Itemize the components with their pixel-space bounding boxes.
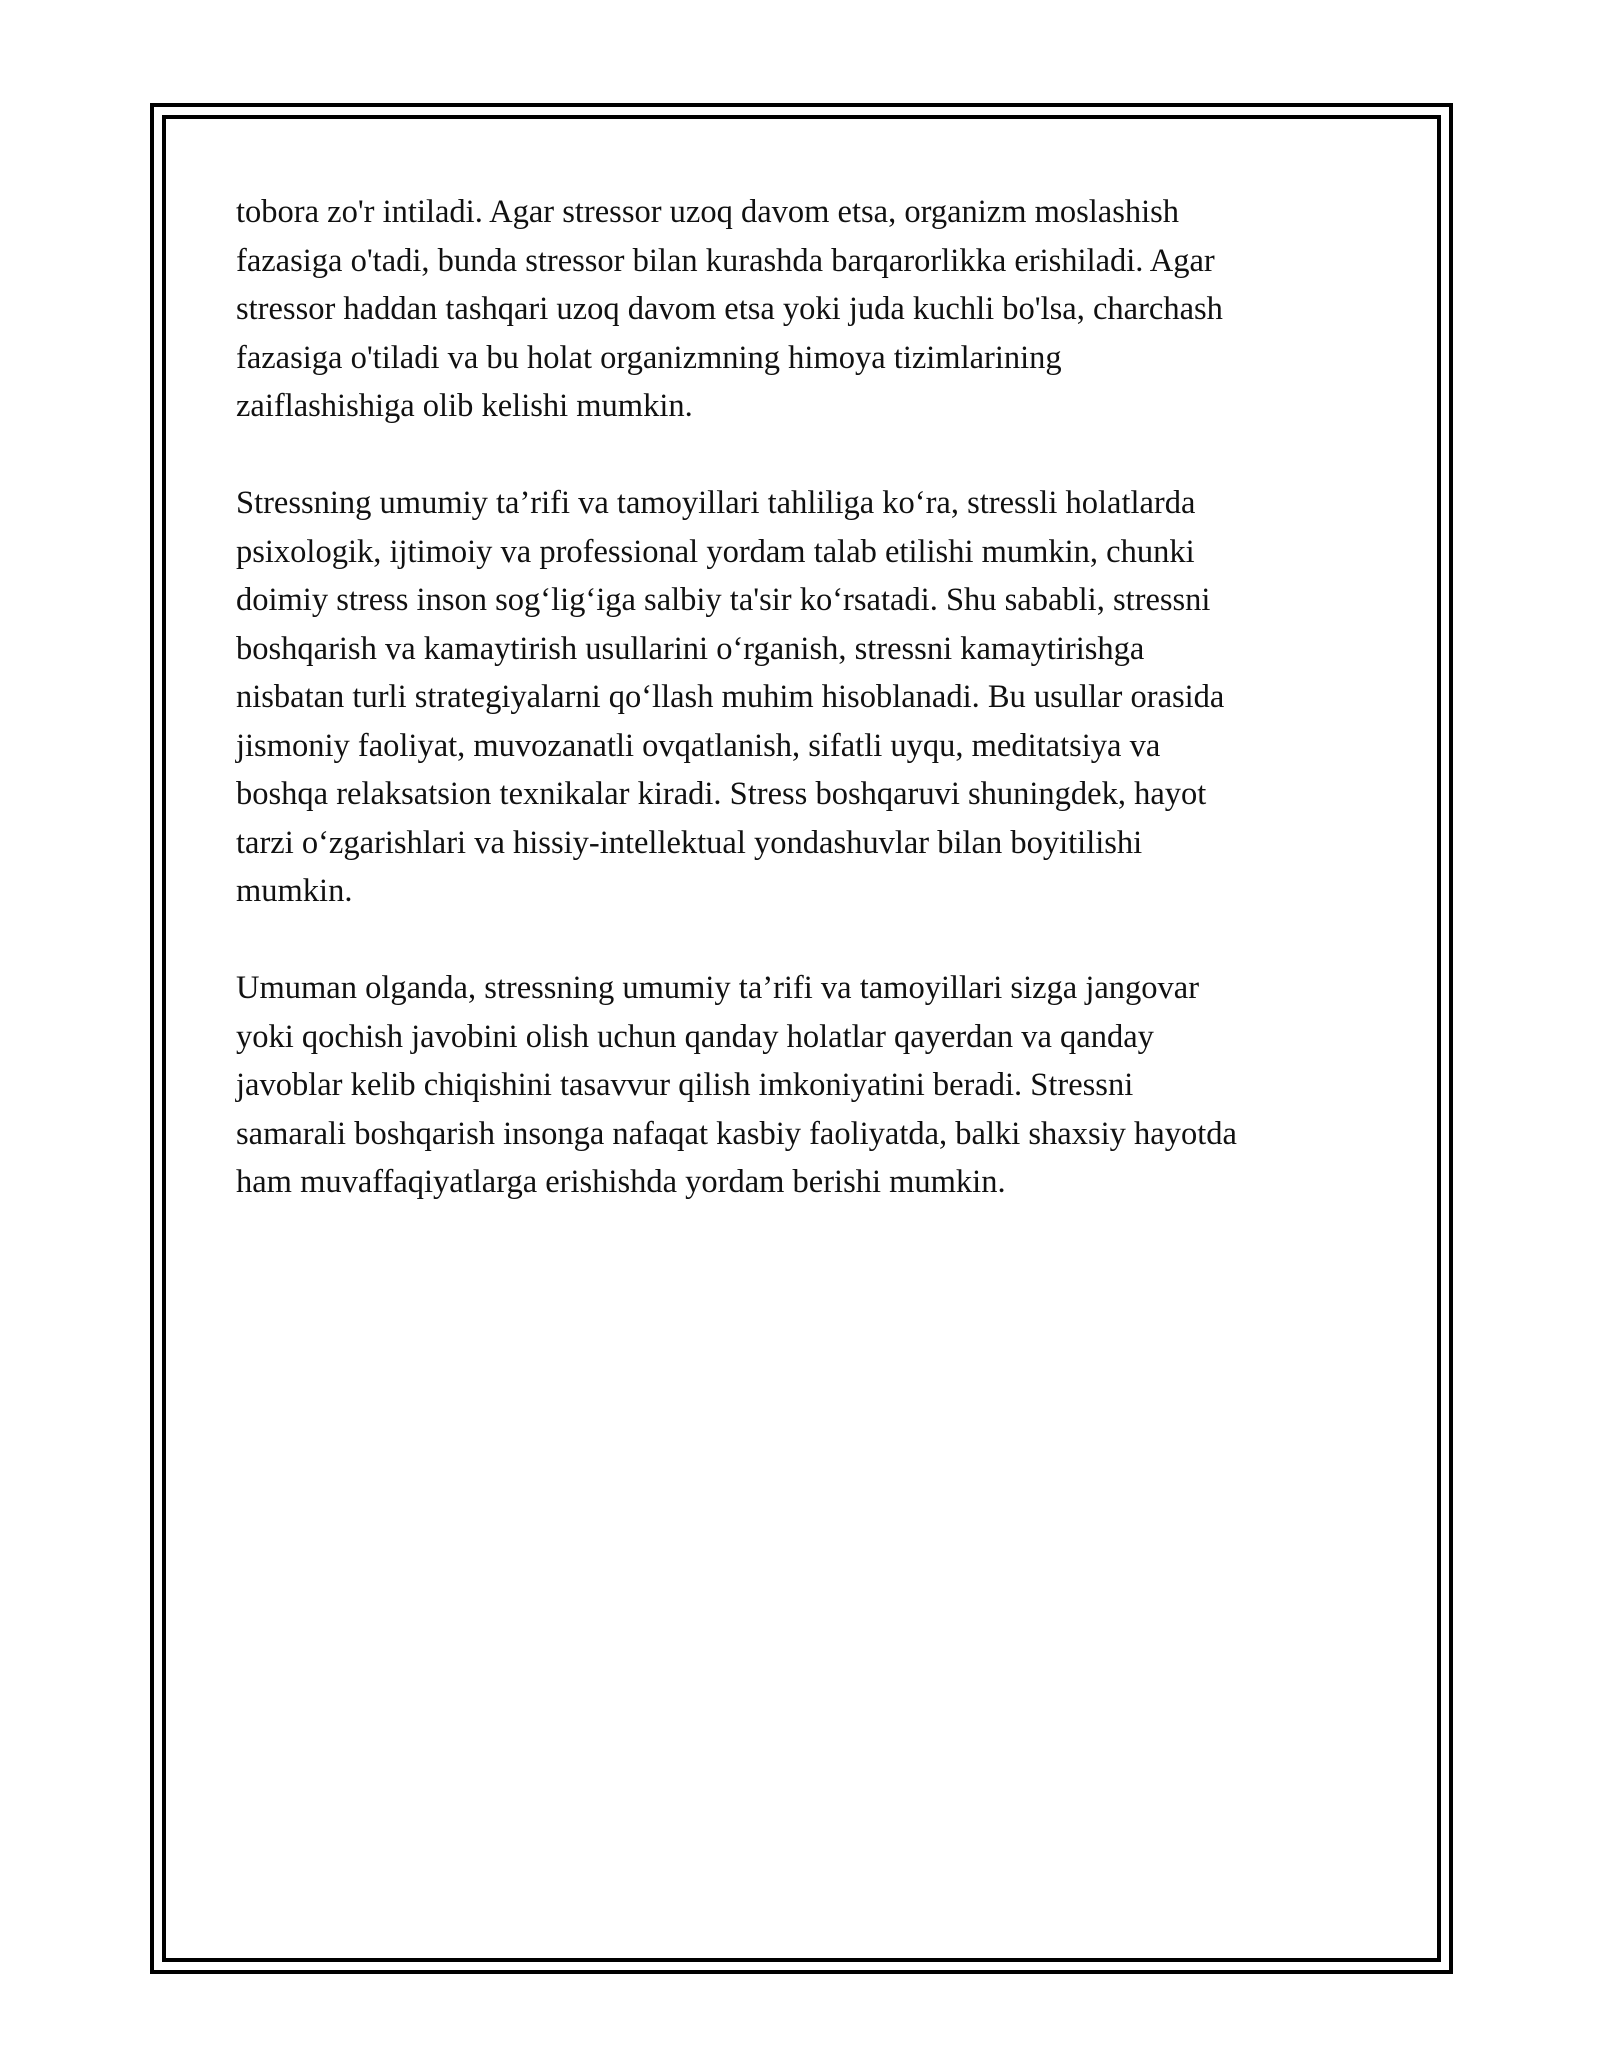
paragraph-2: Stressning umumiy ta’rifi va tamoyillari tahliliga ko‘ra, stressli holatlarda psixologik, ijtimoiy va professional yordam talab etilishi mumkin, chunki doimiy stress inson sog‘lig‘iga salbiy ta'sir ko‘rsatadi. Shu sababli, stressni boshqarish va kamaytirish usullarini o‘rganish, stressni kamaytirishga nisbatan turli strategiyalarni qo‘llash muhim hisoblanadi. Bu usullar orasida jismoniy faoliyat, muvozanatli ovqatlanish, sifatli uyqu, meditatsiya va boshqa relaksatsion texnikalar kiradi. Stress boshqaruvi shuningdek, hayot tarzi o‘zgarishlari va hissiy-intellektual yondashuvlar bilan boyitilishi mumkin.: [236, 485, 1225, 909]
document-body: [236, 188, 1376, 1255]
paragraph-1: tobora zo'r intiladi. Agar stressor uzoq davom etsa, organizm moslashish fazasiga o'tadi, bunda stressor bilan kurashda barqarorlikka erishiladi. Agar stressor haddan tashqari uzoq davom etsa yoki juda kuchli bo'lsa, charchash fazasiga o'tiladi va bu holat organizmning himoya tizimlarining zaiflashishiga olib kelishi mumkin.: [236, 194, 1223, 424]
paragraph-3: Umuman olganda, stressning umumiy ta’rifi va tamoyillari sizga jangovar yoki qochish javobini olish uchun qanday holatlar qayerdan va qanday javoblar kelib chiqishini tasavvur qilish imkoniyatini beradi. Stressni samarali boshqarish insonga nafaqat kasbiy faoliyatda, balki shaxsiy hayotda ham muvaffaqiyatlarga erishishda yordam berishi mumkin.: [236, 970, 1237, 1200]
